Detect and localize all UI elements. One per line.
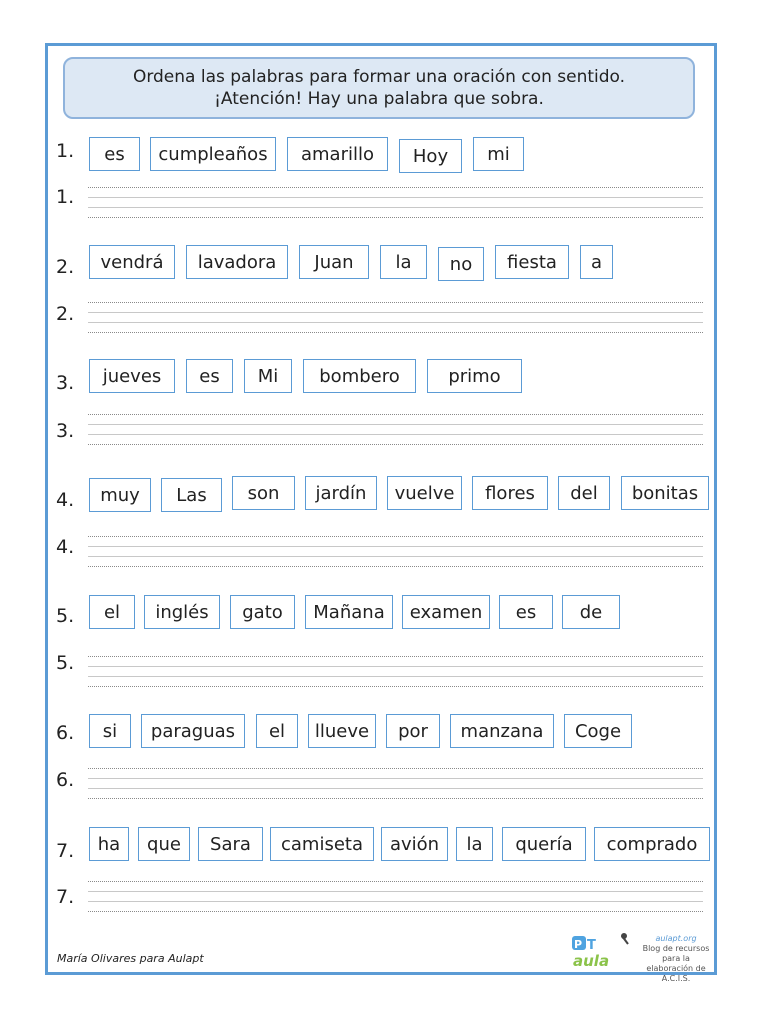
exercise-2-number: 2. bbox=[56, 256, 75, 278]
instructions-line-2: ¡Atención! Hay una palabra que sobra. bbox=[214, 89, 544, 109]
writing-line[interactable] bbox=[88, 424, 703, 425]
word-card[interactable]: jueves bbox=[89, 359, 175, 393]
exercise-4-number: 4. bbox=[56, 489, 75, 511]
word-card[interactable]: la bbox=[456, 827, 493, 861]
word-card[interactable]: manzana bbox=[450, 714, 554, 748]
writing-line[interactable] bbox=[88, 556, 703, 557]
logo-caption bbox=[636, 934, 716, 984]
word-card[interactable]: Hoy bbox=[399, 139, 462, 173]
writing-line[interactable] bbox=[88, 566, 703, 567]
instructions-box bbox=[63, 57, 695, 119]
svg-text:P: P bbox=[574, 938, 583, 951]
word-card[interactable]: vendrá bbox=[89, 245, 175, 279]
svg-text:T: T bbox=[587, 938, 596, 953]
word-card[interactable]: primo bbox=[427, 359, 522, 393]
word-card[interactable]: ha bbox=[89, 827, 129, 861]
writing-line[interactable] bbox=[88, 332, 703, 333]
word-card[interactable]: jardín bbox=[305, 476, 377, 510]
word-card[interactable]: no bbox=[438, 247, 484, 281]
word-card[interactable]: paraguas bbox=[141, 714, 245, 748]
exercise-1-number: 1. bbox=[56, 140, 75, 162]
word-card[interactable]: mi bbox=[473, 137, 524, 171]
writing-line[interactable] bbox=[88, 911, 703, 912]
writing-line[interactable] bbox=[88, 207, 703, 208]
writing-line[interactable] bbox=[88, 302, 703, 303]
word-card[interactable]: Coge bbox=[564, 714, 632, 748]
word-card[interactable]: a bbox=[580, 245, 613, 279]
writing-line[interactable] bbox=[88, 546, 703, 547]
writing-line[interactable] bbox=[88, 414, 703, 415]
exercise-7-number: 7. bbox=[56, 840, 75, 862]
exercise-6-number: 6. bbox=[56, 722, 75, 744]
word-card[interactable]: es bbox=[89, 137, 140, 171]
writing-line[interactable] bbox=[88, 217, 703, 218]
word-card[interactable]: Mi bbox=[244, 359, 292, 393]
word-card[interactable]: por bbox=[386, 714, 440, 748]
word-card[interactable]: el bbox=[89, 595, 135, 629]
word-card[interactable]: amarillo bbox=[287, 137, 388, 171]
writing-line[interactable] bbox=[88, 312, 703, 313]
word-card[interactable]: avión bbox=[381, 827, 448, 861]
word-card[interactable]: muy bbox=[89, 478, 151, 512]
logo-url[interactable]: aulapt.org bbox=[655, 934, 697, 943]
pt-aula-logo-icon bbox=[570, 930, 640, 972]
word-card[interactable]: cumpleaños bbox=[150, 137, 276, 171]
answer-4-number: 4. bbox=[56, 536, 75, 558]
word-card[interactable]: inglés bbox=[144, 595, 220, 629]
writing-line[interactable] bbox=[88, 322, 703, 323]
answer-7-number: 7. bbox=[56, 886, 75, 908]
word-card[interactable]: lavadora bbox=[186, 245, 288, 279]
writing-line[interactable] bbox=[88, 434, 703, 435]
word-card[interactable]: Juan bbox=[299, 245, 369, 279]
word-card[interactable]: son bbox=[232, 476, 295, 510]
instructions-line-1: Ordena las palabras para formar una oración con sentido. bbox=[132, 67, 626, 87]
word-card[interactable]: es bbox=[186, 359, 233, 393]
word-card[interactable]: si bbox=[89, 714, 131, 748]
word-card[interactable]: comprado bbox=[594, 827, 710, 861]
word-card[interactable]: Las bbox=[161, 478, 222, 512]
logo-line-2: elaboración de A.C.I.S. bbox=[646, 964, 706, 983]
exercise-5-number: 5. bbox=[56, 605, 75, 627]
writing-line[interactable] bbox=[88, 891, 703, 892]
svg-text:aula: aula bbox=[573, 952, 610, 970]
word-card[interactable]: la bbox=[380, 245, 427, 279]
logo-line-1: Blog de recursos para la bbox=[642, 944, 710, 963]
word-card[interactable]: el bbox=[256, 714, 298, 748]
word-card[interactable]: quería bbox=[502, 827, 586, 861]
writing-line[interactable] bbox=[88, 676, 703, 677]
writing-line[interactable] bbox=[88, 788, 703, 789]
writing-line[interactable] bbox=[88, 778, 703, 779]
word-card[interactable]: bonitas bbox=[621, 476, 709, 510]
writing-line[interactable] bbox=[88, 686, 703, 687]
writing-line[interactable] bbox=[88, 768, 703, 769]
writing-line[interactable] bbox=[88, 881, 703, 882]
word-card[interactable]: del bbox=[558, 476, 610, 510]
word-card[interactable]: que bbox=[138, 827, 190, 861]
word-card[interactable]: gato bbox=[230, 595, 295, 629]
word-card[interactable]: Sara bbox=[198, 827, 263, 861]
word-card[interactable]: de bbox=[562, 595, 620, 629]
word-card[interactable]: Mañana bbox=[305, 595, 393, 629]
word-card[interactable]: flores bbox=[472, 476, 548, 510]
exercise-3-number: 3. bbox=[56, 372, 75, 394]
word-card[interactable]: llueve bbox=[308, 714, 376, 748]
answer-2-number: 2. bbox=[56, 303, 75, 325]
answer-5-number: 5. bbox=[56, 652, 75, 674]
author-credit: María Olivares para Aulapt bbox=[57, 952, 204, 965]
word-card[interactable]: es bbox=[499, 595, 553, 629]
word-card[interactable]: examen bbox=[402, 595, 490, 629]
writing-line[interactable] bbox=[88, 656, 703, 657]
word-card[interactable]: camiseta bbox=[270, 827, 374, 861]
answer-6-number: 6. bbox=[56, 769, 75, 791]
word-card[interactable]: vuelve bbox=[387, 476, 462, 510]
writing-line[interactable] bbox=[88, 444, 703, 445]
writing-line[interactable] bbox=[88, 197, 703, 198]
writing-line[interactable] bbox=[88, 666, 703, 667]
answer-3-number: 3. bbox=[56, 420, 75, 442]
writing-line[interactable] bbox=[88, 798, 703, 799]
writing-line[interactable] bbox=[88, 536, 703, 537]
answer-1-number: 1. bbox=[56, 186, 75, 208]
writing-line[interactable] bbox=[88, 901, 703, 902]
writing-line[interactable] bbox=[88, 187, 703, 188]
word-card[interactable]: fiesta bbox=[495, 245, 569, 279]
word-card[interactable]: bombero bbox=[303, 359, 416, 393]
